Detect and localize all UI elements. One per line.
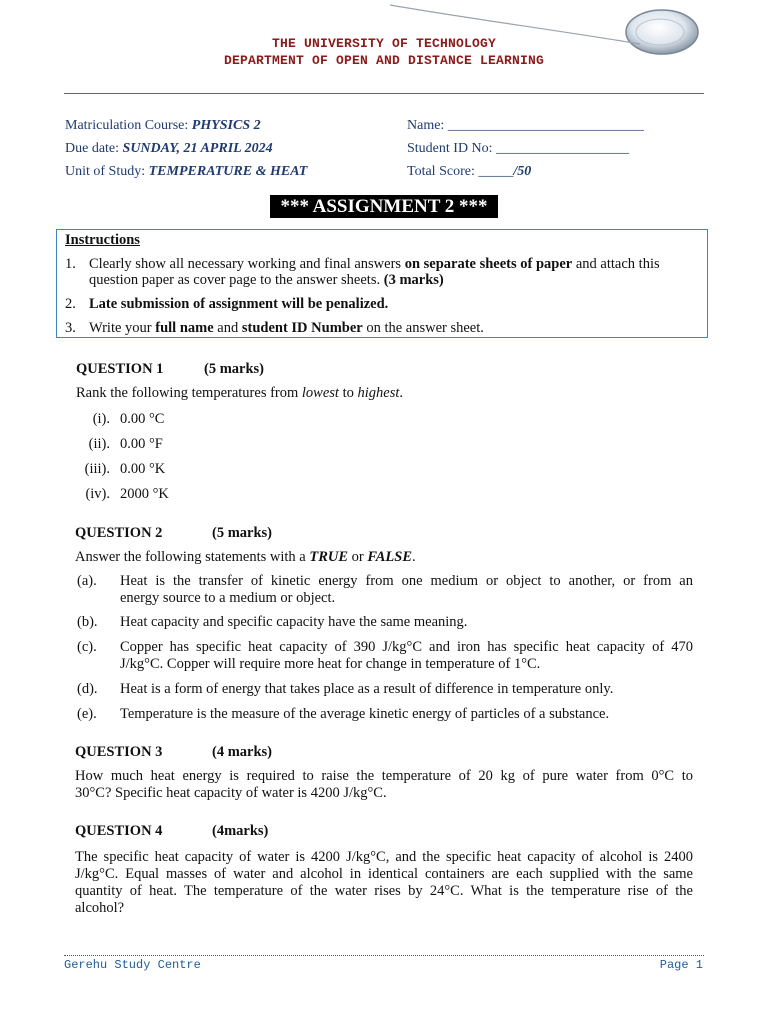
question-1-prompt: Rank the following temperatures from lowest to highest. [76, 385, 404, 401]
total-score-field: Total Score: _____/50 [407, 164, 532, 179]
question-3-text: How much heat energy is required to raise the temperature of 20 kg of pure water from 0°C to [75, 768, 693, 784]
footer-centre-name: Gerehu Study Centre [64, 958, 201, 972]
footer-page-number: Page 1 [659, 958, 703, 972]
list-item-number: (b). [77, 614, 98, 630]
list-item-number: (c). [77, 639, 97, 655]
question-2-marks: (5 marks) [212, 525, 273, 541]
list-item-number: (ii). [88, 436, 110, 452]
list-item-line2: J/kg°C. Copper will require more heat for change in temperature of 1°C. [120, 656, 541, 672]
instruction-item-3: Write your full name and student ID Number on the answer sheet. [89, 320, 484, 336]
list-item: Heat capacity and specific capacity have the same meaning. [120, 614, 468, 630]
question-4-text-line3: quantity of heat. The temperature of the water rises by 24°C. What is the temperature rise of the [75, 883, 693, 899]
question-4-marks: (4marks) [212, 823, 269, 839]
department-title: DEPARTMENT OF OPEN AND DISTANCE LEARNING [223, 53, 545, 68]
instruction-number: 3. [65, 320, 76, 336]
question-4-title: QUESTION 4 [75, 823, 163, 839]
student-id-field: Student ID No: ___________________ [407, 141, 630, 156]
list-item: Copper has specific heat capacity of 390 J/kg°C and iron has specific heat capacity of 470 [120, 639, 693, 655]
list-item-number: (a). [77, 573, 97, 589]
list-item-number: (d). [77, 681, 98, 697]
header-divider [64, 93, 704, 94]
question-4-text-line2: J/kg°C. Equal masses of water and alcohol in identical containers are each supplied with the same [75, 866, 693, 882]
footer-divider [64, 955, 704, 956]
question-3-text-line2: 30°C? Specific heat capacity of water is 4200 J/kg°C. [75, 785, 387, 801]
name-field: Name: ____________________________ [407, 118, 644, 133]
question-4-text: The specific heat capacity of water is 4200 J/kg°C, and the specific heat capacity of alcohol is 2400 [75, 849, 693, 865]
question-2-title: QUESTION 2 [75, 525, 163, 541]
question-3-title: QUESTION 3 [75, 744, 163, 760]
list-item: Heat is a form of energy that takes place as a result of difference in temperature only. [120, 681, 614, 697]
due-date-info: Due date: SUNDAY, 21 APRIL 2024 [65, 141, 273, 156]
unit-of-study-info: Unit of Study: TEMPERATURE & HEAT [65, 164, 308, 179]
instruction-number: 2. [65, 296, 76, 312]
question-1-marks: (5 marks) [204, 361, 265, 377]
list-item: Temperature is the measure of the average kinetic energy of particles of a substance. [120, 706, 610, 722]
list-item-line2: energy source to a medium or object. [120, 590, 336, 606]
list-item: 0.00 °C [120, 411, 165, 427]
list-item: Heat is the transfer of kinetic energy from one medium or object to another, or from an [120, 573, 693, 589]
question-3-marks: (4 marks) [212, 744, 273, 760]
list-item: 0.00 °F [120, 436, 163, 452]
list-item: 2000 °K [120, 486, 169, 502]
assignment-banner: *** ASSIGNMENT 2 *** [270, 195, 498, 218]
question-2-prompt: Answer the following statements with a TRUE or FALSE. [75, 549, 416, 565]
list-item-number: (iv). [85, 486, 110, 502]
instruction-item-1-line2: question paper as cover page to the answer sheets. (3 marks) [89, 272, 444, 288]
question-4-text-line4: alcohol? [75, 900, 125, 916]
instruction-item-1: Clearly show all necessary working and final answers on separate sheets of paper and attach this [89, 256, 660, 272]
list-item-number: (e). [77, 706, 97, 722]
question-1-title: QUESTION 1 [76, 361, 164, 377]
university-title: THE UNIVERSITY OF TECHNOLOGY [271, 36, 497, 51]
list-item-number: (i). [92, 411, 110, 427]
list-item-number: (iii). [84, 461, 110, 477]
course-info: Matriculation Course: PHYSICS 2 [65, 118, 261, 133]
instructions-title: Instructions [65, 232, 140, 248]
instruction-number: 1. [65, 256, 76, 272]
list-item: 0.00 °K [120, 461, 166, 477]
instruction-item-2: Late submission of assignment will be penalized. [89, 296, 389, 312]
